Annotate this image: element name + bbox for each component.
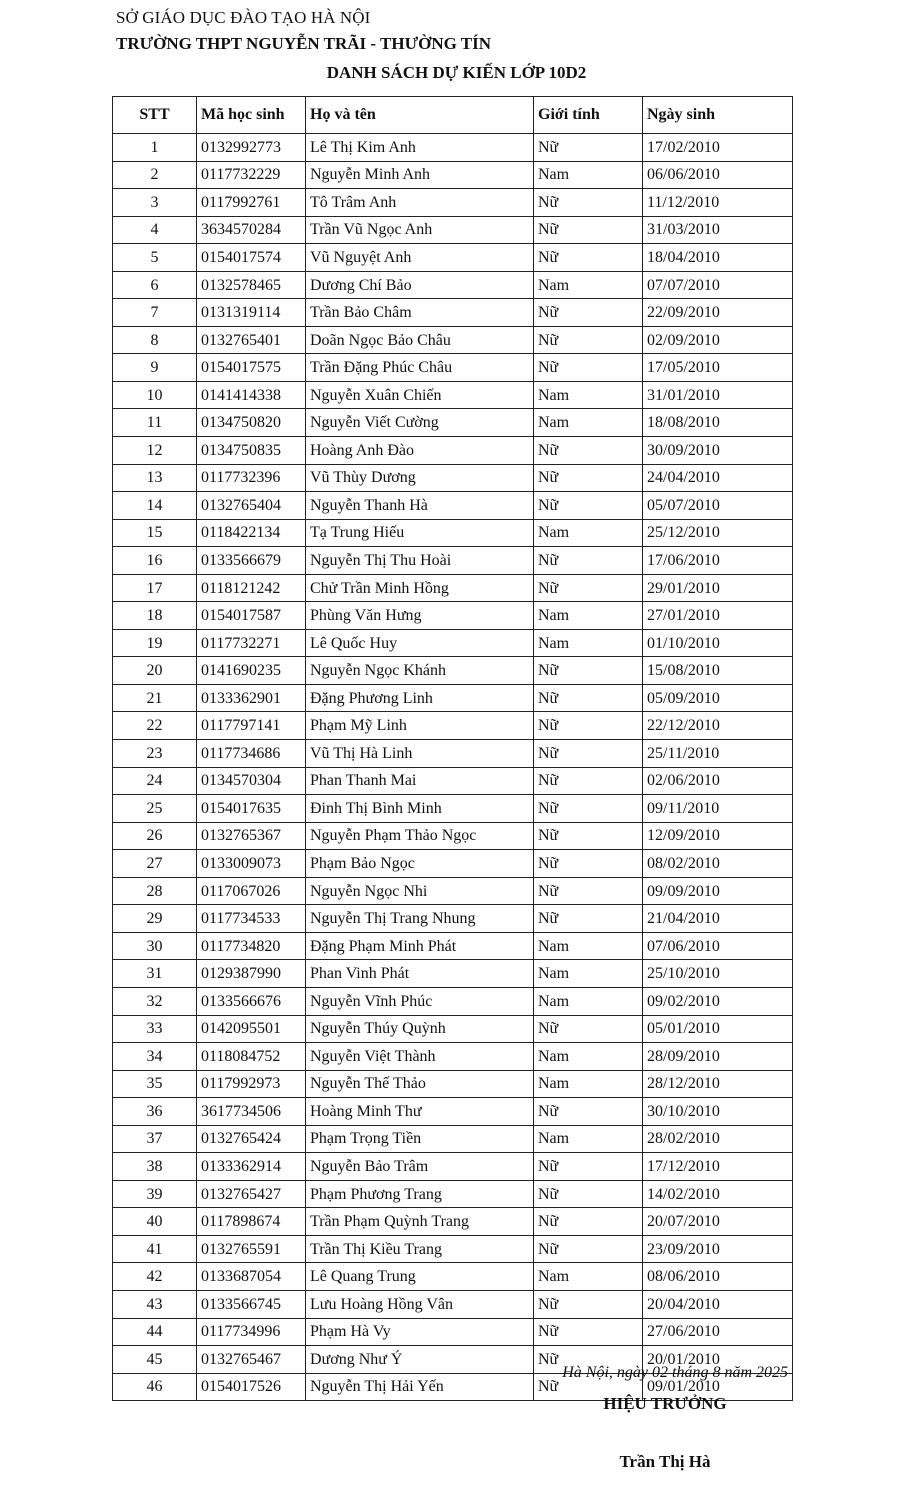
student-id: 0134570304 — [197, 767, 306, 795]
student-gender: Nam — [534, 987, 643, 1015]
student-birth-date: 20/01/2010 — [643, 1346, 793, 1374]
table-row — [113, 1318, 793, 1346]
table-row — [113, 657, 793, 685]
student-name: Nguyễn Thị Thu Hoài — [306, 547, 534, 575]
row-stt: 44 — [113, 1318, 197, 1346]
student-birth-date: 08/06/2010 — [643, 1263, 793, 1291]
student-id: 0154017574 — [197, 244, 306, 272]
row-stt: 32 — [113, 987, 197, 1015]
row-stt: 7 — [113, 299, 197, 327]
student-name: Phan Thanh Mai — [306, 767, 534, 795]
student-name: Nguyễn Viết Cường — [306, 409, 534, 437]
student-gender: Nam — [534, 629, 643, 657]
row-stt: 33 — [113, 1015, 197, 1043]
row-stt: 39 — [113, 1180, 197, 1208]
student-birth-date: 14/02/2010 — [643, 1180, 793, 1208]
student-id: 0134750820 — [197, 409, 306, 437]
student-birth-date: 17/12/2010 — [643, 1153, 793, 1181]
row-stt: 28 — [113, 877, 197, 905]
table-row — [113, 712, 793, 740]
table-row — [113, 464, 793, 492]
student-birth-date: 15/08/2010 — [643, 657, 793, 685]
table-row — [113, 1015, 793, 1043]
student-gender: Nữ — [534, 134, 643, 162]
row-stt: 13 — [113, 464, 197, 492]
student-name: Tạ Trung Hiếu — [306, 519, 534, 547]
student-id: 0132765401 — [197, 326, 306, 354]
student-name: Phạm Mỹ Linh — [306, 712, 534, 740]
student-gender: Nữ — [534, 437, 643, 465]
student-id: 0129387990 — [197, 960, 306, 988]
table-row — [113, 1153, 793, 1181]
table-row — [113, 1263, 793, 1291]
student-id: 0117797141 — [197, 712, 306, 740]
table-row — [113, 381, 793, 409]
student-id: 0133362914 — [197, 1153, 306, 1181]
student-birth-date: 27/01/2010 — [643, 602, 793, 630]
table-row — [113, 189, 793, 217]
student-birth-date: 17/06/2010 — [643, 547, 793, 575]
student-birth-date: 31/01/2010 — [643, 381, 793, 409]
row-stt: 5 — [113, 244, 197, 272]
student-id: 0117732229 — [197, 161, 306, 189]
student-id: 0132992773 — [197, 134, 306, 162]
table-row — [113, 547, 793, 575]
student-name: Nguyễn Vĩnh Phúc — [306, 987, 534, 1015]
student-gender: Nữ — [534, 216, 643, 244]
student-name: Trần Phạm Quỳnh Trang — [306, 1208, 534, 1236]
student-gender: Nữ — [534, 740, 643, 768]
table-row — [113, 1098, 793, 1126]
row-stt: 20 — [113, 657, 197, 685]
row-stt: 42 — [113, 1263, 197, 1291]
column-header-gender: Giới tính — [534, 97, 643, 134]
student-gender: Nữ — [534, 1180, 643, 1208]
table-row — [113, 987, 793, 1015]
signer-role: HIỆU TRƯỞNG — [603, 1394, 727, 1413]
student-gender: Nam — [534, 161, 643, 189]
student-birth-date: 20/07/2010 — [643, 1208, 793, 1236]
student-birth-date: 22/09/2010 — [643, 299, 793, 327]
table-row — [113, 409, 793, 437]
student-id: 0117732396 — [197, 464, 306, 492]
row-stt: 16 — [113, 547, 197, 575]
student-gender: Nữ — [534, 850, 643, 878]
student-birth-date: 09/02/2010 — [643, 987, 793, 1015]
table-header-row — [113, 97, 793, 134]
row-stt: 38 — [113, 1153, 197, 1181]
student-birth-date: 07/07/2010 — [643, 271, 793, 299]
student-name: Dương Chí Bảo — [306, 271, 534, 299]
student-gender: Nữ — [534, 354, 643, 382]
student-gender: Nữ — [534, 1208, 643, 1236]
table-row — [113, 1290, 793, 1318]
row-stt: 31 — [113, 960, 197, 988]
student-gender: Nữ — [534, 464, 643, 492]
student-birth-date: 01/10/2010 — [643, 629, 793, 657]
student-birth-date: 27/06/2010 — [643, 1318, 793, 1346]
row-stt: 17 — [113, 574, 197, 602]
student-id: 0133687054 — [197, 1263, 306, 1291]
student-name: Phùng Văn Hưng — [306, 602, 534, 630]
student-birth-date: 29/01/2010 — [643, 574, 793, 602]
student-gender: Nữ — [534, 657, 643, 685]
row-stt: 30 — [113, 932, 197, 960]
student-name: Nguyễn Thị Hải Yến — [306, 1373, 534, 1401]
row-stt: 8 — [113, 326, 197, 354]
student-birth-date: 09/11/2010 — [643, 795, 793, 823]
table-row — [113, 602, 793, 630]
student-id: 0132765467 — [197, 1346, 306, 1374]
student-birth-date: 11/12/2010 — [643, 189, 793, 217]
student-birth-date: 06/06/2010 — [643, 161, 793, 189]
student-id: 0131319114 — [197, 299, 306, 327]
student-id: 0117734996 — [197, 1318, 306, 1346]
table-row — [113, 822, 793, 850]
student-gender: Nam — [534, 519, 643, 547]
student-birth-date: 18/04/2010 — [643, 244, 793, 272]
table-row — [113, 354, 793, 382]
row-stt: 34 — [113, 1043, 197, 1071]
student-name: Đặng Phương Linh — [306, 684, 534, 712]
student-birth-date: 12/09/2010 — [643, 822, 793, 850]
student-name: Nguyễn Thanh Hà — [306, 492, 534, 520]
student-birth-date: 28/02/2010 — [643, 1125, 793, 1153]
row-stt: 35 — [113, 1070, 197, 1098]
student-gender: Nữ — [534, 1346, 643, 1374]
table-row — [113, 216, 793, 244]
student-gender: Nữ — [534, 574, 643, 602]
student-id: 3634570284 — [197, 216, 306, 244]
student-gender: Nữ — [534, 1235, 643, 1263]
department-name: SỞ GIÁO DỤC ĐÀO TẠO HÀ NỘI — [116, 8, 371, 27]
student-gender: Nam — [534, 409, 643, 437]
table-row — [113, 244, 793, 272]
student-birth-date: 17/02/2010 — [643, 134, 793, 162]
student-gender: Nữ — [534, 767, 643, 795]
table-row — [113, 134, 793, 162]
student-gender: Nữ — [534, 244, 643, 272]
student-birth-date: 05/09/2010 — [643, 684, 793, 712]
student-id: 0117732271 — [197, 629, 306, 657]
table-row — [113, 932, 793, 960]
table-row — [113, 740, 793, 768]
row-stt: 6 — [113, 271, 197, 299]
student-name: Trần Vũ Ngọc Anh — [306, 216, 534, 244]
student-name: Nguyễn Xuân Chiến — [306, 381, 534, 409]
student-birth-date: 30/10/2010 — [643, 1098, 793, 1126]
row-stt: 45 — [113, 1346, 197, 1374]
student-id: 0154017587 — [197, 602, 306, 630]
student-name: Lê Quốc Huy — [306, 629, 534, 657]
student-birth-date: 02/06/2010 — [643, 767, 793, 795]
student-name: Trần Thị Kiều Trang — [306, 1235, 534, 1263]
row-stt: 36 — [113, 1098, 197, 1126]
student-gender: Nam — [534, 932, 643, 960]
student-name: Trần Bảo Châm — [306, 299, 534, 327]
student-name: Vũ Nguyệt Anh — [306, 244, 534, 272]
student-birth-date: 24/04/2010 — [643, 464, 793, 492]
student-name: Hoàng Minh Thư — [306, 1098, 534, 1126]
student-id: 0118121242 — [197, 574, 306, 602]
table-row — [113, 1180, 793, 1208]
student-name: Phạm Bảo Ngọc — [306, 850, 534, 878]
row-stt: 1 — [113, 134, 197, 162]
table-row — [113, 492, 793, 520]
student-birth-date: 25/12/2010 — [643, 519, 793, 547]
table-row — [113, 437, 793, 465]
column-header-student-id: Mã học sinh — [197, 97, 306, 134]
student-name: Vũ Thị Hà Linh — [306, 740, 534, 768]
student-id: 0154017635 — [197, 795, 306, 823]
student-gender: Nữ — [534, 712, 643, 740]
row-stt: 24 — [113, 767, 197, 795]
student-gender: Nữ — [534, 189, 643, 217]
student-id: 0132765424 — [197, 1125, 306, 1153]
student-id: 0154017575 — [197, 354, 306, 382]
student-birth-date: 21/04/2010 — [643, 905, 793, 933]
table-row — [113, 795, 793, 823]
student-gender: Nữ — [534, 905, 643, 933]
row-stt: 41 — [113, 1235, 197, 1263]
table-row — [113, 1070, 793, 1098]
student-name: Nguyễn Thúy Quỳnh — [306, 1015, 534, 1043]
student-name: Phạm Phương Trang — [306, 1180, 534, 1208]
student-name: Chử Trần Minh Hồng — [306, 574, 534, 602]
row-stt: 15 — [113, 519, 197, 547]
table-row — [113, 519, 793, 547]
row-stt: 26 — [113, 822, 197, 850]
student-birth-date: 05/07/2010 — [643, 492, 793, 520]
column-header-stt: STT — [113, 97, 197, 134]
student-birth-date: 07/06/2010 — [643, 932, 793, 960]
student-id: 0117898674 — [197, 1208, 306, 1236]
table-row — [113, 684, 793, 712]
student-gender: Nữ — [534, 1290, 643, 1318]
student-id: 0132765427 — [197, 1180, 306, 1208]
table-row — [113, 960, 793, 988]
table-row — [113, 574, 793, 602]
student-birth-date: 28/09/2010 — [643, 1043, 793, 1071]
student-name: Dương Như Ý — [306, 1346, 534, 1374]
student-gender: Nữ — [534, 326, 643, 354]
table-row — [113, 877, 793, 905]
student-birth-date: 18/08/2010 — [643, 409, 793, 437]
row-stt: 2 — [113, 161, 197, 189]
student-name: Nguyễn Minh Anh — [306, 161, 534, 189]
student-name: Nguyễn Ngọc Nhi — [306, 877, 534, 905]
table-row — [113, 1208, 793, 1236]
student-gender: Nữ — [534, 547, 643, 575]
student-birth-date: 31/03/2010 — [643, 216, 793, 244]
student-gender: Nữ — [534, 877, 643, 905]
student-birth-date: 25/10/2010 — [643, 960, 793, 988]
student-birth-date: 05/01/2010 — [643, 1015, 793, 1043]
row-stt: 25 — [113, 795, 197, 823]
row-stt: 43 — [113, 1290, 197, 1318]
student-name: Doãn Ngọc Bảo Châu — [306, 326, 534, 354]
student-birth-date: 30/09/2010 — [643, 437, 793, 465]
student-name: Nguyễn Thế Thảo — [306, 1070, 534, 1098]
student-gender: Nam — [534, 602, 643, 630]
document-title-text: DANH SÁCH DỰ KIẾN LỚP 10D2 — [326, 63, 587, 82]
student-id: 0117734686 — [197, 740, 306, 768]
school-name: TRƯỜNG THPT NGUYỄN TRÃI - THƯỜNG TÍN — [116, 34, 492, 53]
student-id: 3617734506 — [197, 1098, 306, 1126]
student-gender: Nữ — [534, 299, 643, 327]
row-stt: 9 — [113, 354, 197, 382]
student-id: 0133009073 — [197, 850, 306, 878]
column-header-birth-date: Ngày sinh — [643, 97, 793, 134]
table-row — [113, 1043, 793, 1071]
student-gender: Nữ — [534, 1153, 643, 1181]
table-row — [113, 1235, 793, 1263]
student-birth-date: 25/11/2010 — [643, 740, 793, 768]
row-stt: 22 — [113, 712, 197, 740]
student-id: 0154017526 — [197, 1373, 306, 1401]
student-name: Trần Đặng Phúc Châu — [306, 354, 534, 382]
student-id: 0117734533 — [197, 905, 306, 933]
table-row — [113, 905, 793, 933]
table-body — [113, 134, 793, 1401]
student-birth-date: 09/09/2010 — [643, 877, 793, 905]
table-row — [113, 161, 793, 189]
student-gender: Nam — [534, 960, 643, 988]
student-name: Lê Thị Kim Anh — [306, 134, 534, 162]
student-name: Hoàng Anh Đào — [306, 437, 534, 465]
row-stt: 11 — [113, 409, 197, 437]
row-stt: 37 — [113, 1125, 197, 1153]
row-stt: 40 — [113, 1208, 197, 1236]
student-id: 0142095501 — [197, 1015, 306, 1043]
row-stt: 21 — [113, 684, 197, 712]
student-id: 0133362901 — [197, 684, 306, 712]
student-name: Nguyễn Thị Trang Nhung — [306, 905, 534, 933]
student-gender: Nữ — [534, 684, 643, 712]
table-row — [113, 326, 793, 354]
row-stt: 29 — [113, 905, 197, 933]
student-gender: Nam — [534, 1043, 643, 1071]
student-name: Lê Quang Trung — [306, 1263, 534, 1291]
student-name: Nguyễn Phạm Thảo Ngọc — [306, 822, 534, 850]
student-birth-date: 17/05/2010 — [643, 354, 793, 382]
row-stt: 18 — [113, 602, 197, 630]
student-id: 0132765404 — [197, 492, 306, 520]
student-gender: Nam — [534, 1070, 643, 1098]
student-birth-date: 23/09/2010 — [643, 1235, 793, 1263]
student-id: 0118422134 — [197, 519, 306, 547]
row-stt: 12 — [113, 437, 197, 465]
student-gender: Nữ — [534, 1373, 643, 1401]
student-name: Nguyễn Bảo Trâm — [306, 1153, 534, 1181]
row-stt: 3 — [113, 189, 197, 217]
student-roster-table — [112, 96, 793, 1401]
student-gender: Nữ — [534, 822, 643, 850]
student-id: 0133566679 — [197, 547, 306, 575]
student-id: 0117067026 — [197, 877, 306, 905]
student-gender: Nam — [534, 1263, 643, 1291]
row-stt: 19 — [113, 629, 197, 657]
student-name: Vũ Thùy Dương — [306, 464, 534, 492]
student-name: Đặng Phạm Minh Phát — [306, 932, 534, 960]
signing-date: Hà Nội, ngày 02 tháng 8 năm 2025 — [562, 1364, 788, 1381]
student-birth-date: 20/04/2010 — [643, 1290, 793, 1318]
student-gender: Nam — [534, 271, 643, 299]
student-id: 0118084752 — [197, 1043, 306, 1071]
student-gender: Nữ — [534, 1318, 643, 1346]
student-id: 0141690235 — [197, 657, 306, 685]
student-birth-date: 02/09/2010 — [643, 326, 793, 354]
document-title — [0, 63, 908, 83]
student-id: 0133566676 — [197, 987, 306, 1015]
student-id: 0132765367 — [197, 822, 306, 850]
table-row — [113, 1125, 793, 1153]
table-row — [113, 850, 793, 878]
table-row — [113, 629, 793, 657]
row-stt: 27 — [113, 850, 197, 878]
student-name: Phạm Trọng Tiền — [306, 1125, 534, 1153]
student-name: Tô Trâm Anh — [306, 189, 534, 217]
signer-name: Trần Thị Hà — [619, 1452, 711, 1471]
table-row — [113, 299, 793, 327]
student-id: 0117992973 — [197, 1070, 306, 1098]
student-name: Lưu Hoàng Hồng Vân — [306, 1290, 534, 1318]
student-id: 0117992761 — [197, 189, 306, 217]
student-id: 0132765591 — [197, 1235, 306, 1263]
row-stt: 4 — [113, 216, 197, 244]
student-name: Phạm Hà Vy — [306, 1318, 534, 1346]
student-name: Nguyễn Việt Thành — [306, 1043, 534, 1071]
row-stt: 46 — [113, 1373, 197, 1401]
student-id: 0132578465 — [197, 271, 306, 299]
row-stt: 23 — [113, 740, 197, 768]
student-birth-date: 22/12/2010 — [643, 712, 793, 740]
student-name: Phan Vinh Phát — [306, 960, 534, 988]
student-id: 0117734820 — [197, 932, 306, 960]
student-name: Đinh Thị Bình Minh — [306, 795, 534, 823]
table-row — [113, 271, 793, 299]
row-stt: 10 — [113, 381, 197, 409]
student-birth-date: 28/12/2010 — [643, 1070, 793, 1098]
student-gender: Nữ — [534, 795, 643, 823]
student-gender: Nam — [534, 1125, 643, 1153]
student-birth-date: 09/01/2010 — [643, 1373, 793, 1401]
column-header-full-name: Họ và tên — [306, 97, 534, 134]
student-id: 0133566745 — [197, 1290, 306, 1318]
student-gender: Nam — [534, 381, 643, 409]
student-id: 0141414338 — [197, 381, 306, 409]
student-gender: Nữ — [534, 492, 643, 520]
row-stt: 14 — [113, 492, 197, 520]
student-gender: Nữ — [534, 1015, 643, 1043]
student-gender: Nữ — [534, 1098, 643, 1126]
student-birth-date: 08/02/2010 — [643, 850, 793, 878]
table-row — [113, 767, 793, 795]
student-name: Nguyễn Ngọc Khánh — [306, 657, 534, 685]
student-id: 0134750835 — [197, 437, 306, 465]
